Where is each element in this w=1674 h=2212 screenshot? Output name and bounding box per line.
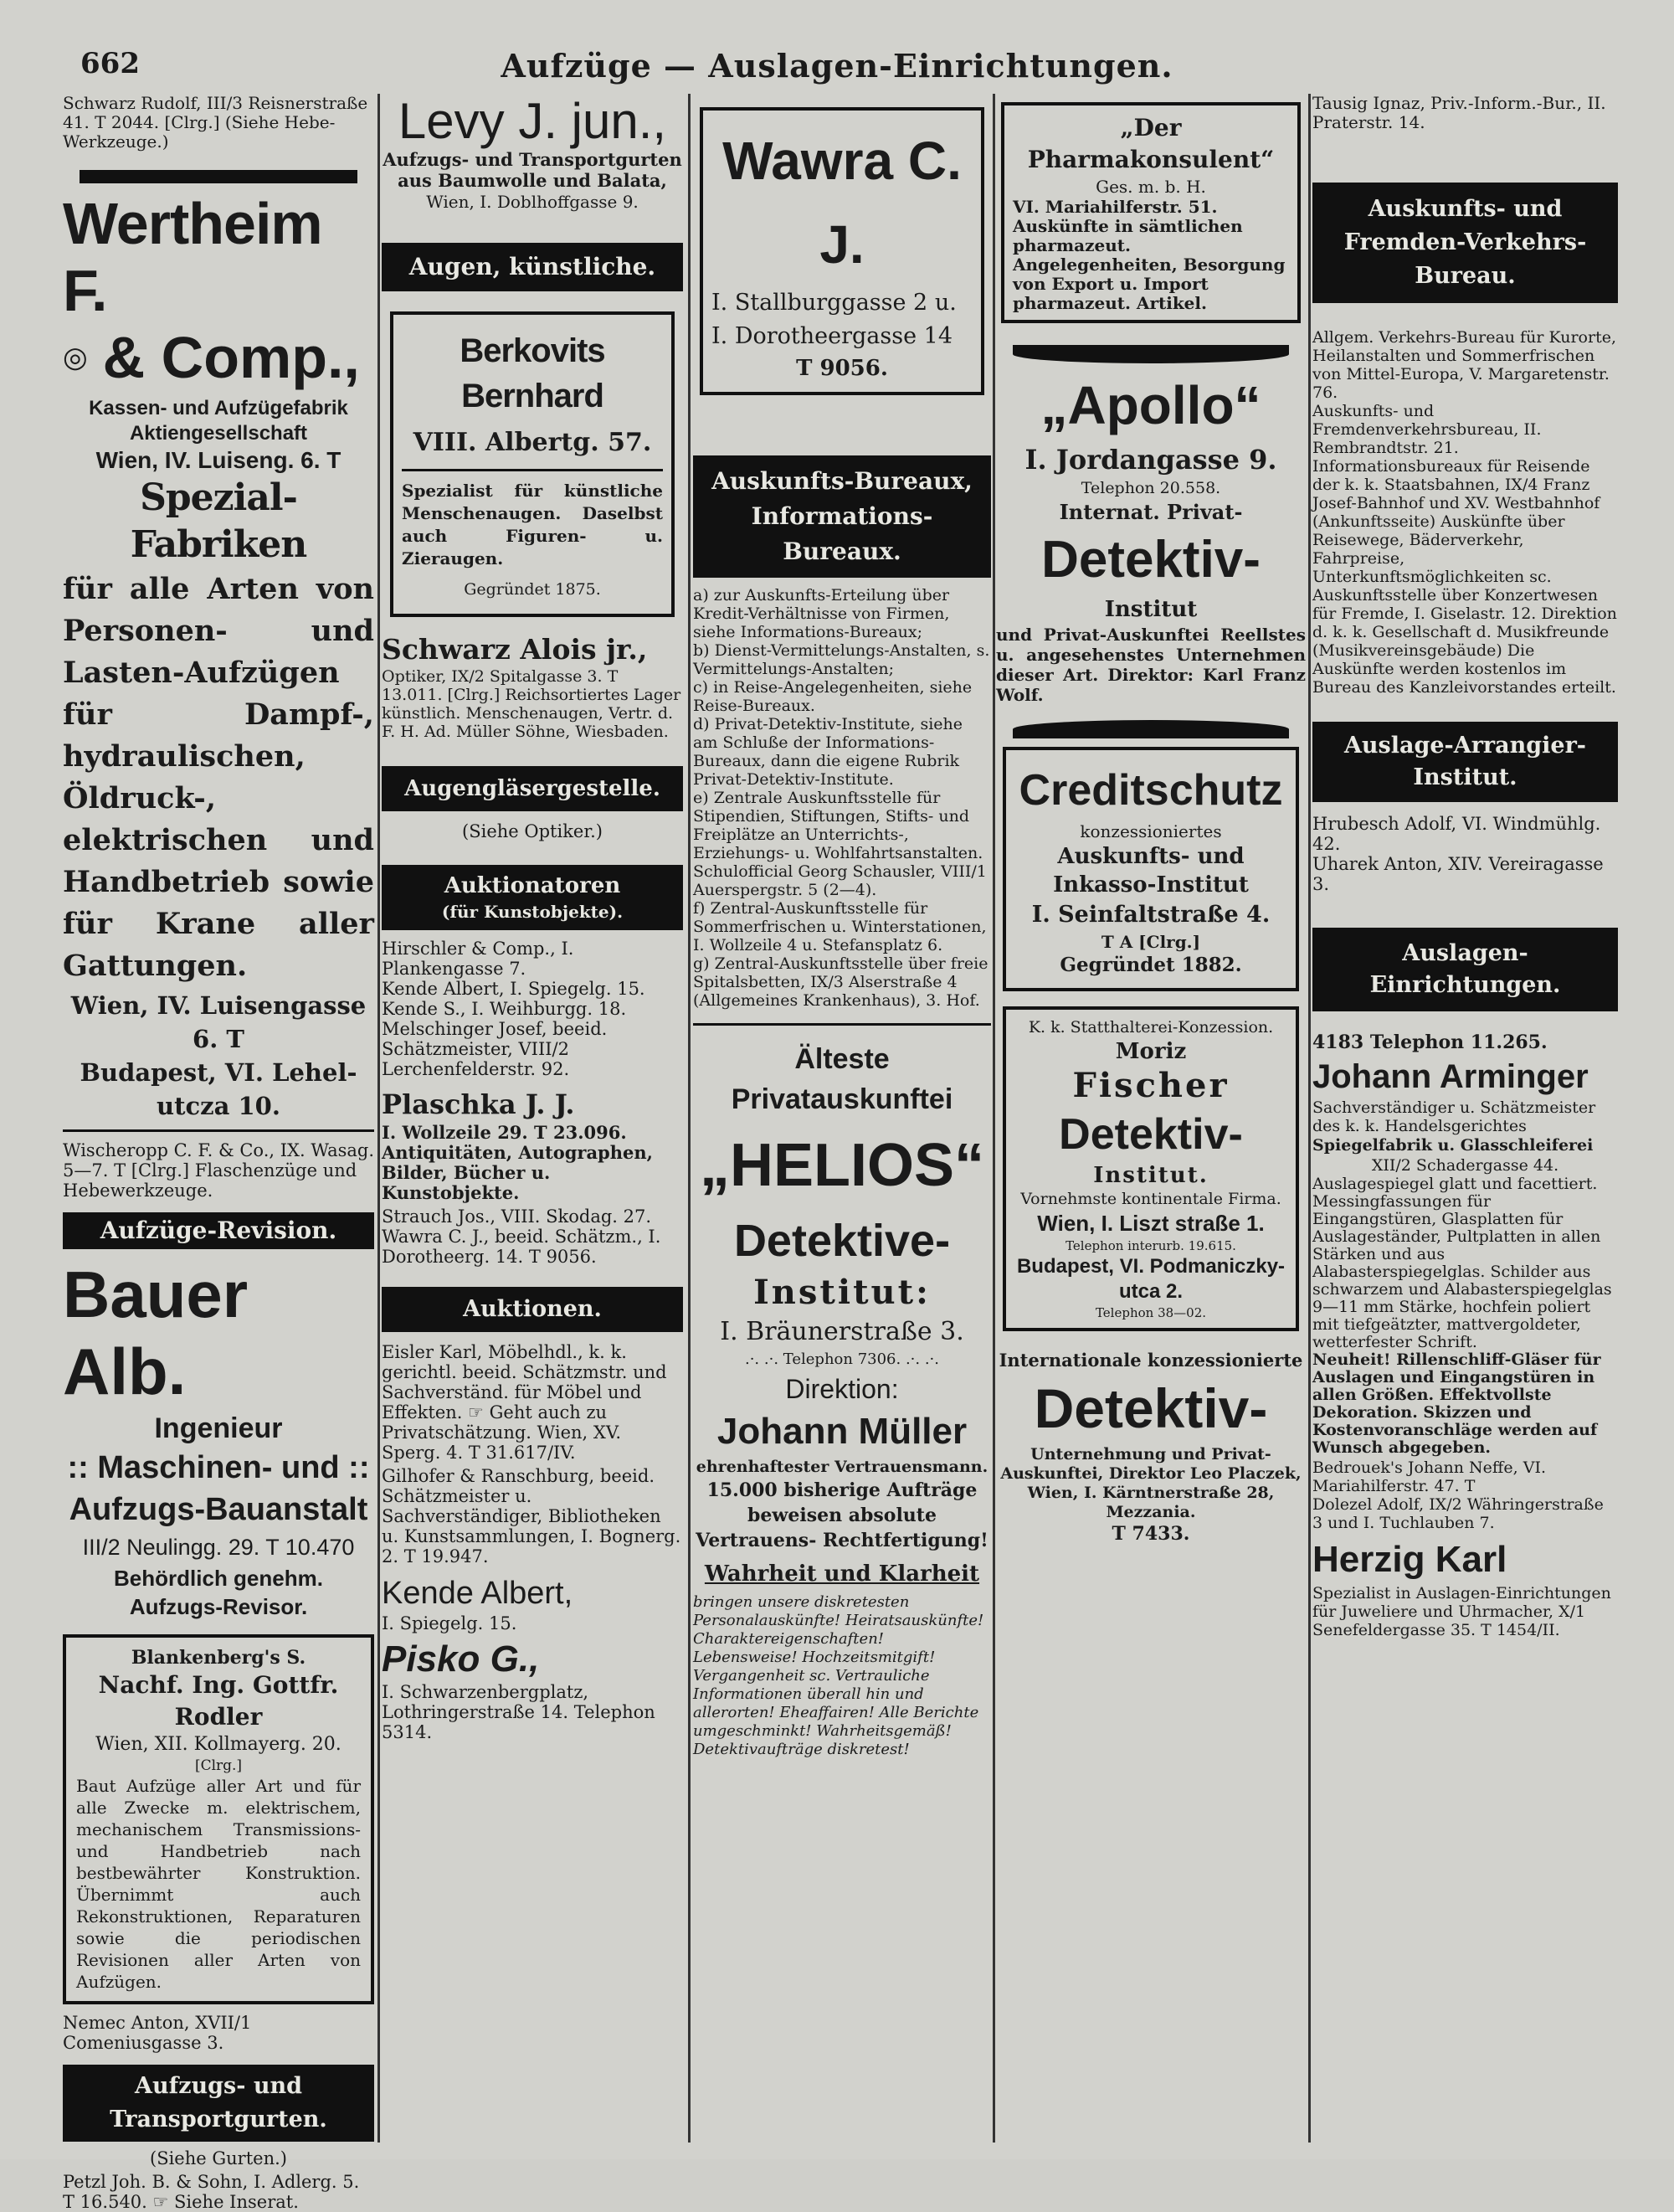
ad-wertheim-sub: Kassen- und Aufzügefabrik Aktiengesellschaft <box>89 397 348 445</box>
ad-creditschutz-box <box>1003 747 1299 991</box>
ad-levy-name: Levy J. jun., <box>398 93 667 149</box>
ad-helios-dir: Direktion: <box>785 1374 899 1404</box>
ad-cred-year: Gegründet 1882. <box>1060 954 1242 976</box>
ad-fischer-l0: K. k. Statthalterei-Konzession. <box>1028 1018 1274 1037</box>
ad-rodler-l1: Blankenberg's S. <box>131 1647 306 1669</box>
section-bar-auskunfts-bureaux: Auskunfts-Bureaux, Informations-Bureaux. <box>693 455 991 578</box>
ad-arminger-name: Johann Arminger <box>1312 1058 1589 1095</box>
ad-bauer-l4: Aufzugs-Revisor. <box>129 1594 308 1619</box>
ad-arminger-text: Auslagespiegel glatt und facettiert. Messingfassungen für Eingangstüren, Glasplatten für Auslageständer, Pultplatten in allen Stärken und aus Alabasterspiegelglas. Schilder aus schwarzem und Alabasterspiegelglas 9—11 mm Stärke, hochfein poliert mit tiefgeätzter, mattvergoldeter, wetterfester Schrift. <box>1312 1175 1612 1351</box>
ad-plaschka-name: Plaschka J. J. <box>382 1088 575 1120</box>
listing-dolezel: Dolezel Adolf, IX/2 Währingerstraße 3 und I. Tuchlauben 7. <box>1312 1495 1604 1532</box>
ad-arminger-text2: Neuheit! Rillenschliff-Gläser für Auslagen und Eingangstüren in allen Größen. Effektvollste Dekoration. Skizzen und Kostenvoranschläge werden auf Wunsch abgegeben. <box>1312 1350 1601 1457</box>
ad-wertheim-text: für alle Arten von Personen- und Lasten-Aufzügen für Dampf-, hydraulischen, Öldruck-, elektrischen und Handbetrieb sowie für Krane aller Gattungen. <box>63 572 374 983</box>
ad-bauer-l1: :: Maschinen- und :: <box>67 1450 370 1485</box>
divider <box>63 1129 374 1132</box>
page-number: 662 <box>80 47 140 80</box>
ad-helios-l1: Älteste Privatauskunftei <box>731 1043 953 1115</box>
ad-helios-l4: ehrenhaftester Vertrauensmann. <box>696 1458 988 1476</box>
listing-kende-s: Kende S., I. Weihburgg. 18. <box>382 999 627 1019</box>
divider <box>80 170 357 183</box>
ad-pharm-name: „Der Pharmakonsulent“ <box>1027 114 1275 173</box>
page-title: Aufzüge — Auslagen-Einrichtungen. <box>501 47 1173 85</box>
ad-apollo-inst: Institut <box>1104 597 1198 622</box>
ad-fischer-l1: Moriz <box>1115 1039 1187 1064</box>
ad-pharm-text: VI. Mariahilferstr. 51. Auskünfte in sämtlichen pharmazeut. Angelegenheiten, Besorgung von Export u. Import pharmazeut. Artikel. <box>1013 197 1286 313</box>
ad-helios-l6: Wahrheit und Klarheit <box>704 1561 980 1587</box>
ad-helios-mueller: Johann Müller <box>716 1411 968 1452</box>
ad-berkovits-name: Berkovits Bernhard <box>460 332 605 414</box>
ad-herzig-name: Herzig Karl <box>1312 1539 1507 1580</box>
listing-tausig: Tausig Ignaz, Priv.-Inform.-Bur., II. Praterstr. 14. <box>1312 93 1606 132</box>
ad-wertheim-name: Wertheim F. <box>63 191 322 323</box>
section-bar-auslagen-einrichtungen: Auslagen-Einrichtungen. <box>1312 928 1618 1011</box>
ad-helios-name: „HELIOS“ <box>699 1132 985 1199</box>
section-bar-augen: Augen, künstliche. <box>382 243 683 291</box>
ad-kende-big: Kende Albert, <box>382 1576 573 1611</box>
list-item: g) Zentral-Auskunftsstelle über freie Spitalsbetten, IX/3 Alserstraße 4 (Allgemeines Krankenhaus), 3. Hof. <box>693 954 988 1010</box>
ad-bauer-addr: III/2 Neulingg. 29. T 10.470 <box>82 1535 355 1560</box>
listing-gilhofer: Gilhofer & Ranschburg, beeid. Schätzmeister u. Sachverständiger, Bibliotheken u. Kunstsammlungen, I. Bognerg. 2. T 19.947. <box>382 1466 681 1566</box>
ad-helios-l7: bringen unsere diskretesten Personalauskünfte! Heiratsauskünfte! Charaktereigenschaften! Lebensweise! Hochzeitsmitgift! Vergangenheit sc. Vertrauliche Informationen überall hin und allerorten! Eheaffairen! Alle Berichte umgeschminkt! Wahrheitsgemäß! Detektivaufträge diskretest! <box>693 1593 984 1758</box>
column-5 <box>1312 94 1618 2143</box>
listing-wawra: Wawra C. J., beeid. Schätzm., I. Dorotheerg. 14. T 9056. <box>382 1227 661 1267</box>
ad-int-text: Unternehmung und Privat-Auskunftei, Direktor Leo Placzek, Wien, I. Kärntnerstraße 28, Mezzania. <box>1000 1445 1302 1521</box>
ad-apollo-name: „Apollo“ <box>1040 375 1261 435</box>
column-rule <box>377 94 380 2143</box>
ad-arminger-tel: 4183 Telephon 11.265. <box>1312 1031 1548 1053</box>
ad-int-l1: Internationale konzessionierte <box>999 1350 1303 1371</box>
ad-bauer-l2: Aufzugs-Bauanstalt <box>69 1492 368 1527</box>
ad-helios-tel: .·. .·. Telephon 7306. .·. .·. <box>744 1350 939 1368</box>
ad-helios-addr: I. Bräunerstraße 3. <box>720 1317 964 1346</box>
ad-bauer-l3: Behördlich genehm. <box>114 1566 323 1591</box>
ad-wertheim-addr2: Wien, IV. Luisengasse 6. T <box>70 991 367 1053</box>
listing-petzl: Petzl Joh. B. & Sohn, I. Adlerg. 5. T 16.540. ☞ Siehe Inserat. <box>63 2172 360 2212</box>
ad-wertheim-comp: & Comp., <box>102 325 360 390</box>
section-bar-auktionatoren-title: Auktionatoren <box>444 873 621 898</box>
ad-kende-addr: I. Spiegelg. 15. <box>382 1613 517 1633</box>
note-siehe-optiker: (Siehe Optiker.) <box>462 821 603 841</box>
ad-arminger-l1: Sachverständiger u. Schätzmeister des k. k. Handelsgerichtes <box>1312 1098 1596 1135</box>
divider <box>402 469 663 471</box>
ad-herzig-text: Spezialist in Auslagen-Einrichtungen für Juweliere und Uhrmacher, X/1 Senefeldergasse 35. T 1454/II. <box>1312 1584 1611 1639</box>
auskunft-list <box>693 586 991 1010</box>
ad-arminger-l2: Spiegelfabrik u. Glasschleiferei <box>1312 1136 1594 1155</box>
ad-pharmakonsulent-box <box>1001 102 1301 323</box>
column-rule <box>993 94 995 2143</box>
ad-pisko-addr: I. Schwarzenbergplatz, Lothringerstraße 14. Telephon 5314. <box>382 1682 655 1742</box>
ad-cred-ta: T A [Clrg.] <box>1101 932 1201 952</box>
ad-bauer-ing: Ingenieur <box>154 1412 283 1444</box>
ad-pharm-gmbh: Ges. m. b. H. <box>1096 177 1206 197</box>
column-2 <box>382 94 683 2143</box>
column-3 <box>693 94 991 2143</box>
page-header <box>50 47 1624 89</box>
ad-helios-l5: 15.000 bisherige Aufträge beweisen absolute Vertrauens- Rechtfertigung! <box>696 1479 988 1551</box>
list-item: c) in Reise-Angelegenheiten, siehe Reise-Bureaux. <box>693 678 973 715</box>
list-item: f) Zentral-Auskunftsstelle für Sommerfrischen u. Winterstationen, I. Wollzeile 4 u. Stefansplatz 6. <box>693 899 987 954</box>
ad-fischer-tel: Telephon interurb. 19.615. <box>1066 1238 1236 1253</box>
ad-int-tel: T 7433. <box>1112 1523 1190 1545</box>
ad-rodler-text: Baut Aufzüge aller Art und für alle Zwecke m. elektrischem, mechanischem Transmissions- und Handbetrieb nach bestbewährter Konstruktion. Übernimmt auch Rekonstruktionen, Reparaturen sowie die periodischen Revisionen aller Arten von Aufzügen. <box>76 1776 361 1992</box>
ad-levy-addr: Wien, I. Doblhoffgasse 9. <box>426 192 639 212</box>
section-bar-aufzuege-revision: Aufzüge-Revision. <box>63 1212 374 1249</box>
listing-eisler: Eisler Karl, Möbelhdl., k. k. gerichtl. beeid. Schätzmstr. und Sachverständ. für Möbel und Effekten. ☞ Geht auch zu Privatschätzung. Wien, XV. Sperg. 4. T 31.617/IV. <box>382 1342 667 1463</box>
listing-informationsbureaux: Informationsbureaux für Reisende der k. k. Staatsbahnen, IX/4 Franz Josef-Bahnhof und XV. Westbahnhof (Ankunftsseite) Auskünfte über Reisewege, Bäderverkehr, Fahrpreise, Unterkunftsmöglichkeiten sc. <box>1312 457 1600 586</box>
listing-konzertwesen: Auskunftsstelle über Konzertwesen für Fremde, I. Giselastr. 12. Direktion d. k. k. Gesellschaft d. Musikfreunde (Musikvereinsgebäude) Die Auskünfte werden kostenlos im Bureau des Kanzleivorstandes erteilt. <box>1312 586 1617 697</box>
ad-levy-text: Aufzugs- und Transportgurten aus Baumwolle und Balata, <box>383 149 682 191</box>
list-item: d) Privat-Detektiv-Institute, siehe am Schluße der Informations-Bureaux, dann die eigene Rubrik Privat-Detektiv-Institute. <box>693 715 963 789</box>
ad-berkovits-box <box>390 311 675 617</box>
ad-apollo-det: Detektiv- <box>1041 531 1261 589</box>
ad-fischer-l4: Institut. <box>1093 1163 1209 1188</box>
section-bar-aufzugs-gurten: Aufzugs- und Transportgurten. <box>63 2065 374 2142</box>
ad-rodler-l2: Nachf. Ing. Gottfr. Rodler <box>98 1671 339 1731</box>
ad-cred-l1: konzessioniertes <box>1080 821 1222 841</box>
divider <box>1013 345 1289 363</box>
ad-rodler-box <box>63 1634 374 2004</box>
ad-cred-addr: I. Seinfaltstraße 4. <box>1031 902 1271 928</box>
ad-helios-l3: Institut: <box>753 1273 931 1312</box>
listing-fremdenverkehrsbureau: Auskunfts- und Fremdenverkehrsbureau, II. Rembrandtstr. 21. <box>1312 402 1542 457</box>
list-item: a) zur Auskunfts-Erteilung über Kredit-Verhältnisse von Firmen, siehe Informations-Bureaux; <box>693 586 950 641</box>
ad-fischer-l2: Fischer <box>1072 1066 1230 1105</box>
ad-wawra-box <box>700 107 984 395</box>
ad-wawra-name: Wawra C. J. <box>722 131 962 275</box>
column-rule <box>688 94 691 2143</box>
listing-hrubesch: Hrubesch Adolf, VI. Windmühlg. 42. <box>1312 814 1601 854</box>
ad-berkovits-year: Gegründet 1875. <box>464 580 601 599</box>
listing-schwarz-alois-name: Schwarz Alois jr., <box>382 633 648 666</box>
ad-wertheim-addr3: Budapest, VI. Lehel-utcza 10. <box>80 1058 357 1120</box>
column-1 <box>63 93 375 2212</box>
ad-cred-name: Creditschutz <box>1019 766 1283 815</box>
ad-fischer-tel2: Telephon 38—02. <box>1095 1305 1207 1320</box>
listing-bedrouek: Bedrouek's Johann Neffe, VI. Mariahilferstr. 47. T <box>1312 1458 1546 1495</box>
listing-kende-albert: Kende Albert, I. Spiegelg. 15. <box>382 979 645 999</box>
listing-strauch: Strauch Jos., VIII. Skodag. 27. <box>382 1206 652 1227</box>
listing-hirschler: Hirschler & Comp., I. Plankengasse 7. <box>382 939 574 979</box>
listing-allgem-verkehrs: Allgem. Verkehrs-Bureau für Kurorte, Heilanstalten und Sommerfrischen von Mittel-Europa, V. Margaretenstr. 76. <box>1312 328 1616 402</box>
listing-nemec: Nemec Anton, XVII/1 Comeniusgasse 3. <box>63 2013 252 2053</box>
column-rule <box>1308 94 1311 2143</box>
ad-rodler-clrg: [Clrg.] <box>194 1757 243 1774</box>
listing-schwarz-rudolf: Schwarz Rudolf, III/3 Reisnerstraße 41. T 2044. [Clrg.] (Siehe Hebe-Werkzeuge.) <box>63 93 368 152</box>
section-bar-auslage-arrangier: Auslage-Arrangier-Institut. <box>1312 722 1618 802</box>
spiral-ornament-icon: ◎ <box>63 341 88 374</box>
listing-uharek: Uharek Anton, XIV. Vereiragasse 3. <box>1312 854 1604 894</box>
listing-wischeropp: Wischeropp C. F. & Co., IX. Wasag. 5—7. T [Clrg.] Flaschenzüge und Hebewerkzeuge. <box>63 1140 375 1201</box>
column-4 <box>996 94 1306 2143</box>
ad-plaschka-text: I. Wollzeile 29. T 23.096. Antiquitäten, Autographen, Bilder, Bücher u. Kunstobjekte. <box>382 1122 653 1203</box>
ad-wawra-l2: I. Dorotheergasse 14 <box>711 323 953 349</box>
ad-apollo-text: und Privat-Auskunftei Reellstes u. angesehenstes Unternehmen dieser Art. Direktor: Karl Franz Wolf. <box>996 625 1306 705</box>
ad-cred-l2: Auskunfts- und Inkasso-Institut <box>1053 844 1249 898</box>
ad-fischer-bud: Budapest, VI. Podmaniczky-utca 2. <box>1016 1255 1286 1303</box>
list-item: e) Zentrale Auskunftsstelle für Stipendien, Stiftungen, Stifts- und Freiplätze an Unterrichts-, Erziehungs- u. Wohlfahrtsanstalten. Schulofficial Georg Schausler, VIII/1 Auerspergstr. 5 (2—4). <box>693 789 987 899</box>
section-bar-auktionatoren <box>382 865 683 930</box>
ad-apollo-addr: I. Jordangasse 9. <box>1024 444 1277 476</box>
ad-rodler-l3: Wien, XII. Kollmayerg. 20. <box>95 1734 341 1755</box>
ad-wertheim-addr: Wien, IV. Luiseng. 6. T <box>95 447 341 473</box>
section-bar-auktionen: Auktionen. <box>382 1287 683 1332</box>
note-siehe-gurten: (Siehe Gurten.) <box>150 2148 287 2168</box>
listing-melschinger: Melschinger Josef, beeid. Schätzmeister, VIII/2 Lerchenfelderstr. 92. <box>382 1019 608 1079</box>
section-bar-auktionatoren-sub: (für Kunstobjekte). <box>441 902 624 922</box>
ad-fischer-addr: Wien, I. Liszt straße 1. <box>1037 1211 1265 1236</box>
listing-schwarz-alois-text: Optiker, IX/2 Spitalgasse 3. T 13.011. [Clrg.] Reichsortiertes Lager künstlich. Menschenaugen, Vertr. d. F. H. Ad. Müller Söhne, Wiesbaden. <box>382 667 681 741</box>
ad-fischer-l3: Detektiv- <box>1059 1110 1243 1159</box>
divider <box>1013 720 1289 738</box>
divider <box>693 1023 991 1026</box>
ad-arminger-l3: XII/2 Schadergasse 44. <box>1371 1156 1559 1175</box>
ad-helios-l2: Detektive- <box>733 1216 951 1266</box>
ad-fischer-box <box>1003 1006 1299 1331</box>
ad-berkovits-text: Spezialist für künstliche Menschenaugen. Daselbst auch Figuren- u. Zieraugen. <box>402 481 663 568</box>
ad-wertheim-comp-row <box>63 324 374 391</box>
ad-apollo-tel: Telephon 20.558. <box>1081 479 1221 497</box>
ad-berkovits-addr: VIII. Albertg. 57. <box>413 428 652 457</box>
ad-fischer-l5: Vornehmste kontinentale Firma. <box>1020 1190 1281 1208</box>
ad-bauer-name: Bauer Alb. <box>63 1258 249 1408</box>
ad-wertheim-spezial: Spezial-Fabriken <box>130 476 307 566</box>
ad-pisko-name: Pisko G., <box>382 1638 540 1680</box>
ad-int-det: Detektiv- <box>1034 1377 1268 1439</box>
ad-wawra-l3: T 9056. <box>796 356 888 381</box>
ad-wawra-l1: I. Stallburggasse 2 u. <box>711 290 957 316</box>
list-item: b) Dienst-Vermittelungs-Anstalten, s. Vermittelungs-Anstalten; <box>693 641 990 678</box>
ad-apollo-intern: Internat. Privat- <box>1059 500 1243 524</box>
section-bar-augenglaeser: Augengläsergestelle. <box>382 766 683 811</box>
section-bar-fremden-verkehrs: Auskunfts- und Fremden-Verkehrs-Bureau. <box>1312 183 1618 303</box>
